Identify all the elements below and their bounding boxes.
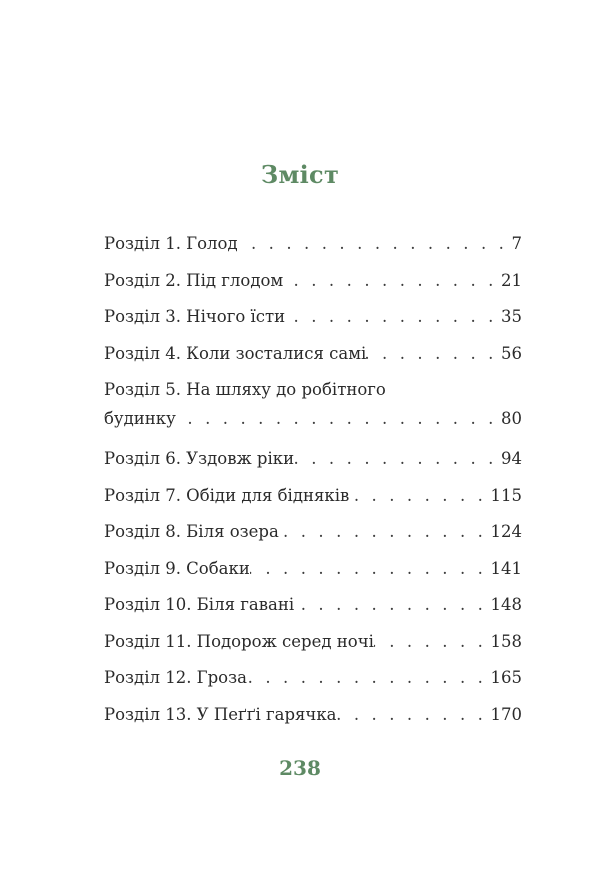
dot-leader [337, 697, 487, 734]
toc-entry-page: 141 [490, 558, 522, 578]
toc-entry-label: будинку [104, 409, 176, 428]
dot-leader [283, 263, 497, 300]
toc-entry-page: 124 [490, 522, 522, 541]
toc-entry-label: Розділ 11. Подорож серед ночі [104, 631, 374, 651]
toc-entry-label: Розділ 10. Біля гавані [104, 595, 295, 614]
toc-entry-label: Розділ 3. Нічого їсти [104, 307, 286, 326]
dot-leader [176, 404, 497, 434]
toc-entry-page: 35 [501, 307, 522, 326]
toc-entry-page: 165 [490, 668, 522, 687]
dot-leader [294, 441, 497, 478]
dot-leader [285, 299, 497, 336]
toc-entry-5 [104, 376, 522, 441]
toc-entry-label: Розділ 9. Собаки [104, 558, 250, 578]
toc-entry-2 [104, 263, 522, 300]
toc-entry-page: 56 [501, 343, 522, 363]
table-of-contents [104, 226, 522, 733]
toc-entry-label: Розділ 13. У Пеґґі гарячка [104, 704, 337, 724]
page-number: 238 [279, 756, 321, 780]
toc-entry-9 [104, 551, 522, 588]
toc-entry-10 [104, 587, 522, 624]
toc-entry-label-line1: Розділ 5. На шляху до робітного [104, 380, 386, 399]
toc-entry-11 [104, 624, 522, 661]
toc-entry-4 [104, 336, 522, 373]
toc-entry-label: Розділ 2. Під глодом [104, 270, 284, 290]
toc-entry-label: Розділ 8. Біля озера [104, 522, 279, 541]
toc-entry-6 [104, 441, 522, 478]
toc-entry-page: 148 [490, 595, 522, 614]
toc-entry-8 [104, 514, 522, 551]
dot-leader [349, 478, 486, 515]
dot-leader [374, 624, 487, 661]
toc-entry-label: Розділ 12. Гроза [104, 668, 247, 687]
page-title: Зміст [260, 160, 340, 189]
toc-entry-page: 115 [490, 485, 522, 505]
toc-entry-page: 170 [490, 704, 522, 724]
toc-entry-page: 158 [490, 631, 522, 651]
toc-entry-3 [104, 299, 522, 336]
toc-entry-1 [104, 226, 522, 263]
toc-entry-12 [104, 660, 522, 697]
toc-entry-label: Розділ 1. Голод [104, 234, 238, 253]
dot-leader [366, 336, 497, 373]
toc-entry-page: 21 [501, 270, 522, 290]
toc-entry-label: Розділ 4. Коли зосталися самі [104, 343, 367, 363]
toc-entry-page: 7 [511, 234, 522, 253]
dot-leader [250, 551, 487, 588]
toc-entry-label: Розділ 7. Обіди для бідняків [104, 485, 350, 505]
toc-entry-13 [104, 697, 522, 734]
toc-entry-label: Розділ 6. Уздовж ріки [104, 449, 295, 468]
dot-leader [294, 587, 486, 624]
dot-leader [247, 660, 487, 697]
toc-entry-page: 94 [501, 449, 522, 468]
dot-leader [238, 226, 508, 263]
dot-leader [279, 514, 487, 551]
toc-entry-7 [104, 478, 522, 515]
toc-entry-page: 80 [501, 409, 522, 428]
